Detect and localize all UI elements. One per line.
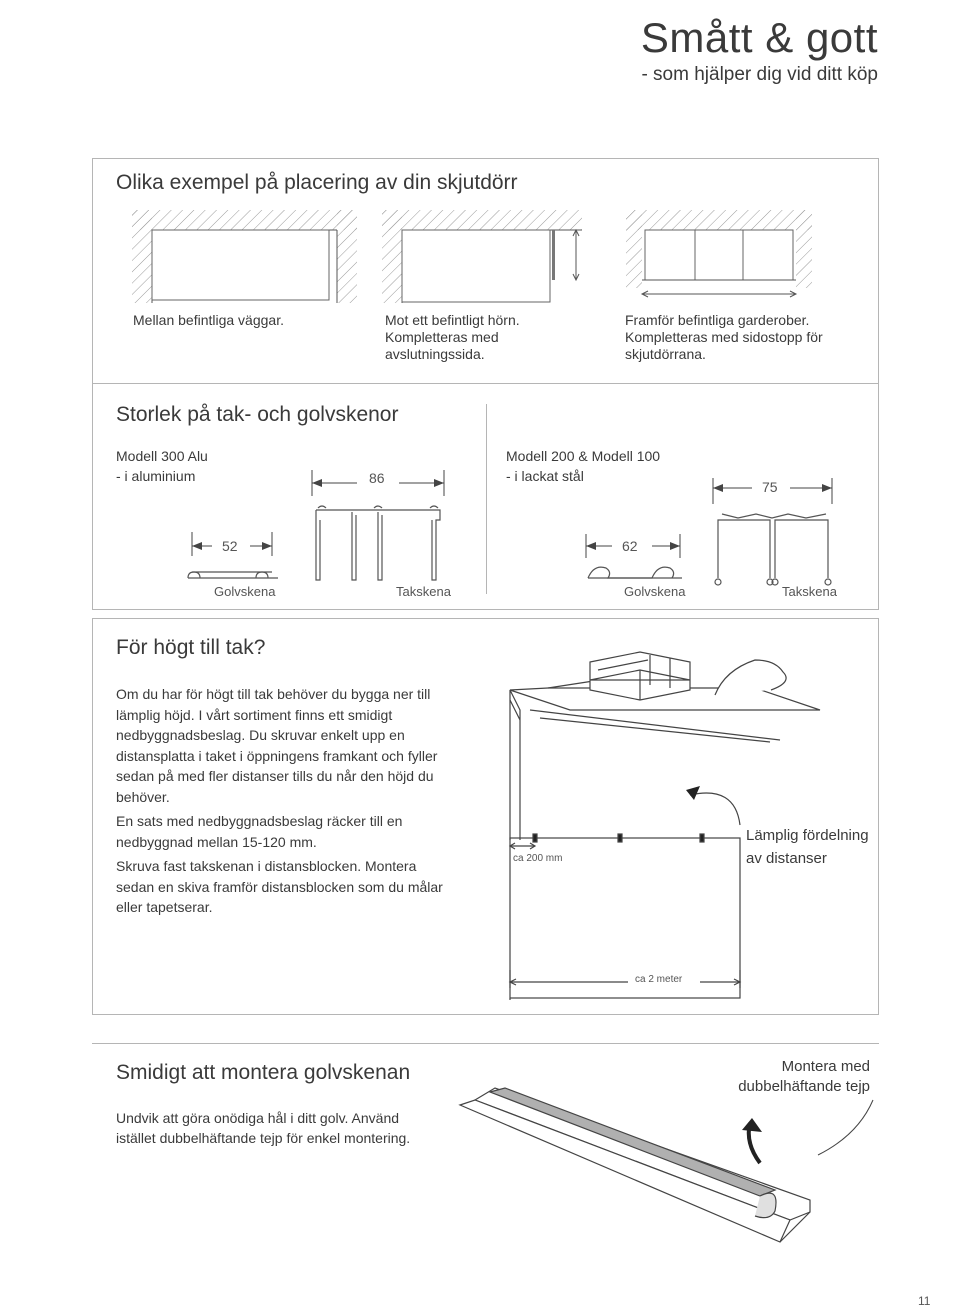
caption-wardrobes: Framför befintliga garderober. Kompletteras med sidostopp för skjutdörrana. bbox=[625, 312, 823, 362]
annot-width: ca 2 meter bbox=[635, 974, 683, 985]
label-steel-floor: Golvskena bbox=[624, 584, 686, 599]
steel-ceiling-rail-profile bbox=[715, 514, 831, 585]
diagram-between-walls bbox=[132, 210, 357, 303]
model-300-line2: - i aluminium bbox=[116, 468, 196, 484]
caption-against-corner: Mot ett befintligt hörn. Kompletteras med avslutningssida. bbox=[385, 312, 520, 362]
model-200-line1: Modell 200 & Modell 100 bbox=[506, 448, 661, 464]
placement-heading: Olika exempel på placering av din skjutdörr bbox=[116, 171, 518, 194]
label-alu-floor: Golvskena bbox=[214, 584, 276, 599]
steel-floor-rail-profile bbox=[588, 567, 682, 578]
floor-section-top-line bbox=[92, 1043, 879, 1044]
diagram-wardrobes bbox=[626, 210, 812, 297]
floor-heading: Smidigt att montera golvskenan bbox=[116, 1061, 411, 1084]
label-alu-ceiling: Takskena bbox=[396, 584, 451, 599]
rails-heading: Storlek på tak- och golvskenor bbox=[116, 403, 399, 426]
tall-paragraph: En sats med nedbyggnadsbeslag räcker till en nedbyggnad mellan 15-120 mm. bbox=[116, 813, 403, 850]
dim-label-86: 86 bbox=[369, 470, 385, 486]
tall-paragraph: Skruva fast takskenan i distansblocken. Montera sedan en skiva framför distansblocken som du målar eller tapetserar. bbox=[116, 858, 443, 915]
model-200-line2: - i lackat stål bbox=[506, 468, 584, 484]
tall-paragraph: Om du har för högt till tak behöver du bygga ner till lämplig höjd. I vårt sortiment finns ett smidigt nedbyggnadsbeslag. Du skruvar enkelt upp en distansplatta i taket i öppningens framkant och fyller sedan på med fler distanser tills du når den höjd du behöver. bbox=[116, 686, 438, 805]
floor-rail-illustration bbox=[0, 1060, 960, 1280]
dim-label-62: 62 bbox=[622, 538, 638, 554]
dim-label-75: 75 bbox=[762, 479, 778, 495]
alu-ceiling-rail-profile bbox=[316, 506, 440, 580]
page-title: Smått & gott bbox=[640, 14, 878, 61]
tall-heading: För högt till tak? bbox=[116, 636, 266, 659]
floor-body: Undvik att göra onödiga hål i ditt golv. Använd istället dubbelhäftande tejp för enkel montering. bbox=[116, 1110, 411, 1146]
floor-annot: Montera med dubbelhäftande tejp bbox=[738, 1058, 870, 1095]
model-300-line1: Modell 300 Alu bbox=[116, 448, 208, 464]
page-number: 11 bbox=[918, 1294, 931, 1308]
label-steel-ceiling: Takskena bbox=[782, 584, 837, 599]
caption-between-walls: Mellan befintliga väggar. bbox=[133, 312, 284, 328]
alu-floor-rail-profile bbox=[188, 572, 278, 578]
annot-distribution: Lämplig fördelning av distanser bbox=[746, 827, 869, 867]
annot-spacing: ca 200 mm bbox=[513, 853, 563, 864]
page-subtitle: - som hjälper dig vid ditt köp bbox=[641, 64, 878, 85]
diagram-against-corner bbox=[382, 210, 582, 303]
dim-label-52: 52 bbox=[222, 538, 238, 554]
